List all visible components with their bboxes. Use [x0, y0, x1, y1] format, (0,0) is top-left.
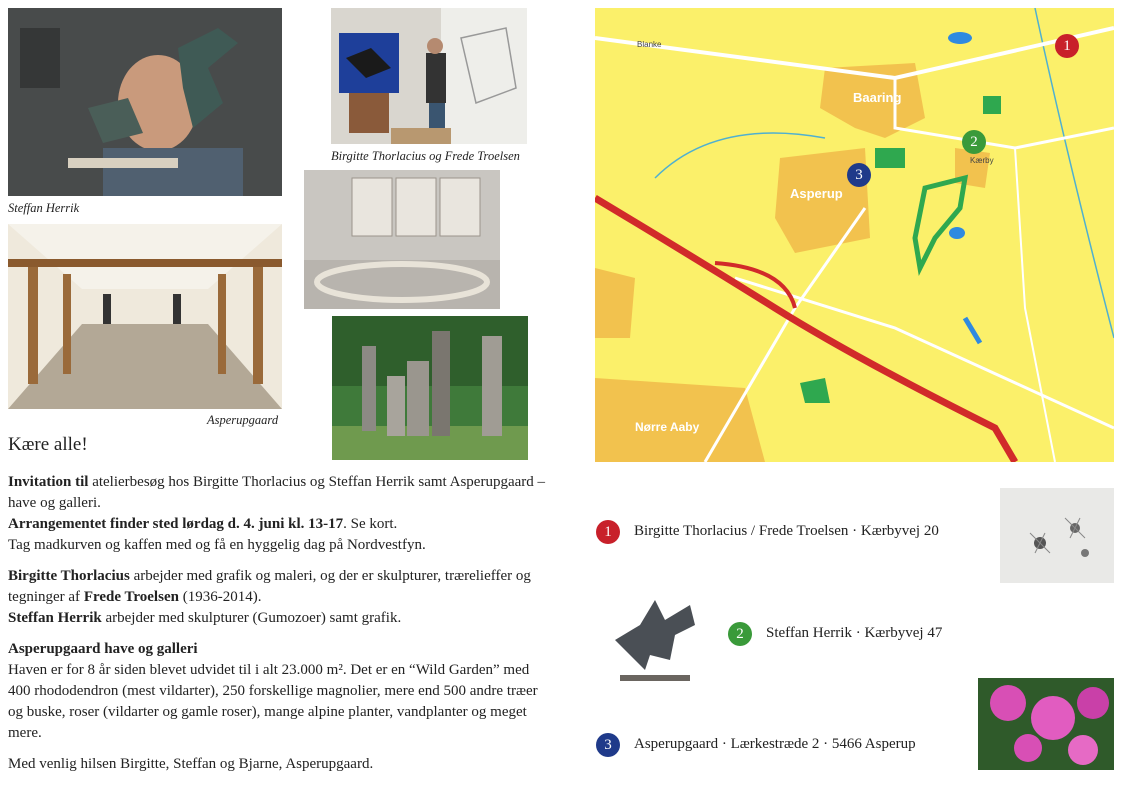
artists-paragraph: [8, 566, 548, 629]
garden-heading: Asperupgaard have og galleri: [8, 641, 198, 657]
caption-steffan: Steffan Herrik: [8, 201, 80, 215]
caption-asperupgaard: Asperupgaard: [207, 413, 279, 427]
map-marker-1[interactable]: 1: [1055, 34, 1079, 58]
photo-reliefs: [304, 170, 500, 309]
event-date-text: . Se kort.: [343, 516, 398, 532]
map-label-asperup: Asperup: [790, 186, 843, 201]
map-marker-2[interactable]: 2: [962, 130, 986, 154]
map-label-baaring: Baaring: [853, 90, 902, 105]
photo-asperupgaard-gallery: [8, 224, 282, 409]
map-label-norre-aaby: Nørre Aaby: [635, 420, 700, 434]
thumb-rhododendron: [978, 678, 1114, 770]
photo-studio: [331, 8, 527, 144]
photo-steffan-herrik: [8, 8, 282, 196]
event-note-text: Tag madkurven og kaffen med og få en hyggelig dag på Nordvestfyn.: [8, 537, 426, 553]
artist-text-2: (1936-2014).: [178, 589, 262, 605]
photo-stone-sculptures: [332, 316, 528, 460]
legend-text-2: Steffan Herrik · Kærbyvej 47: [766, 625, 943, 641]
event-date-bold: Arrangementet finder sted lørdag d. 4. juni kl. 13-17: [8, 516, 344, 532]
artist-name-birgitte: Birgitte Thorlacius: [8, 568, 130, 584]
artist-text-3: arbejder med skulpturer (Gumozoer) samt grafik.: [101, 610, 402, 626]
invitation-paragraph: [8, 472, 548, 556]
legend-marker-3: 3: [596, 733, 620, 757]
map-label-karby: Kærby: [970, 156, 994, 165]
map-marker-3[interactable]: 3: [847, 163, 871, 187]
greeting-heading: Kære alle!: [8, 434, 88, 455]
artist-text-1: arbejder med grafik og maleri, og der er skulpturer, trærelieffer og tegninger af: [8, 568, 531, 605]
caption-studio: Birgitte Thorlacius og Frede Troelsen: [331, 149, 520, 163]
thumb-gumozoer-sculpture: [595, 590, 713, 686]
garden-paragraph: [8, 639, 548, 744]
garden-text: Haven er for 8 år siden blevet udvidet til i alt 23.000 m². Det er en “Wild Garden” med 400 rhododendron (mest vildarter), 250 forskellige magnolier, mere end 500 andre træer og buske, roser (vildarter og gamle roser), mange alpine planter, vandplanter og meget mere.: [8, 662, 538, 741]
closing-paragraph: Med venlig hilsen Birgitte, Steffan og Bjarne, Asperupgaard.: [8, 756, 374, 772]
legend-marker-2: 2: [728, 622, 752, 646]
invitation-text: atelierbesøg hos Birgitte Thorlacius og Steffan Herrik samt Asperupgaard – have og galleri.: [8, 474, 545, 511]
thumb-print-artwork: [1000, 488, 1114, 583]
area-map[interactable]: [595, 8, 1114, 462]
artist-name-frede: Frede Troelsen: [83, 589, 179, 605]
legend-text-1: Birgitte Thorlacius / Frede Troelsen · Kærbyvej 20: [634, 523, 939, 539]
letter-body: [8, 472, 548, 785]
artist-name-steffan: Steffan Herrik: [8, 610, 102, 626]
invitation-bold: Invitation til: [8, 474, 89, 490]
map-label-blanke: Blanke: [637, 40, 662, 49]
legend-text-3: Asperupgaard · Lærkestræde 2 · 5466 Asperup: [634, 736, 916, 752]
legend-marker-1: 1: [596, 520, 620, 544]
